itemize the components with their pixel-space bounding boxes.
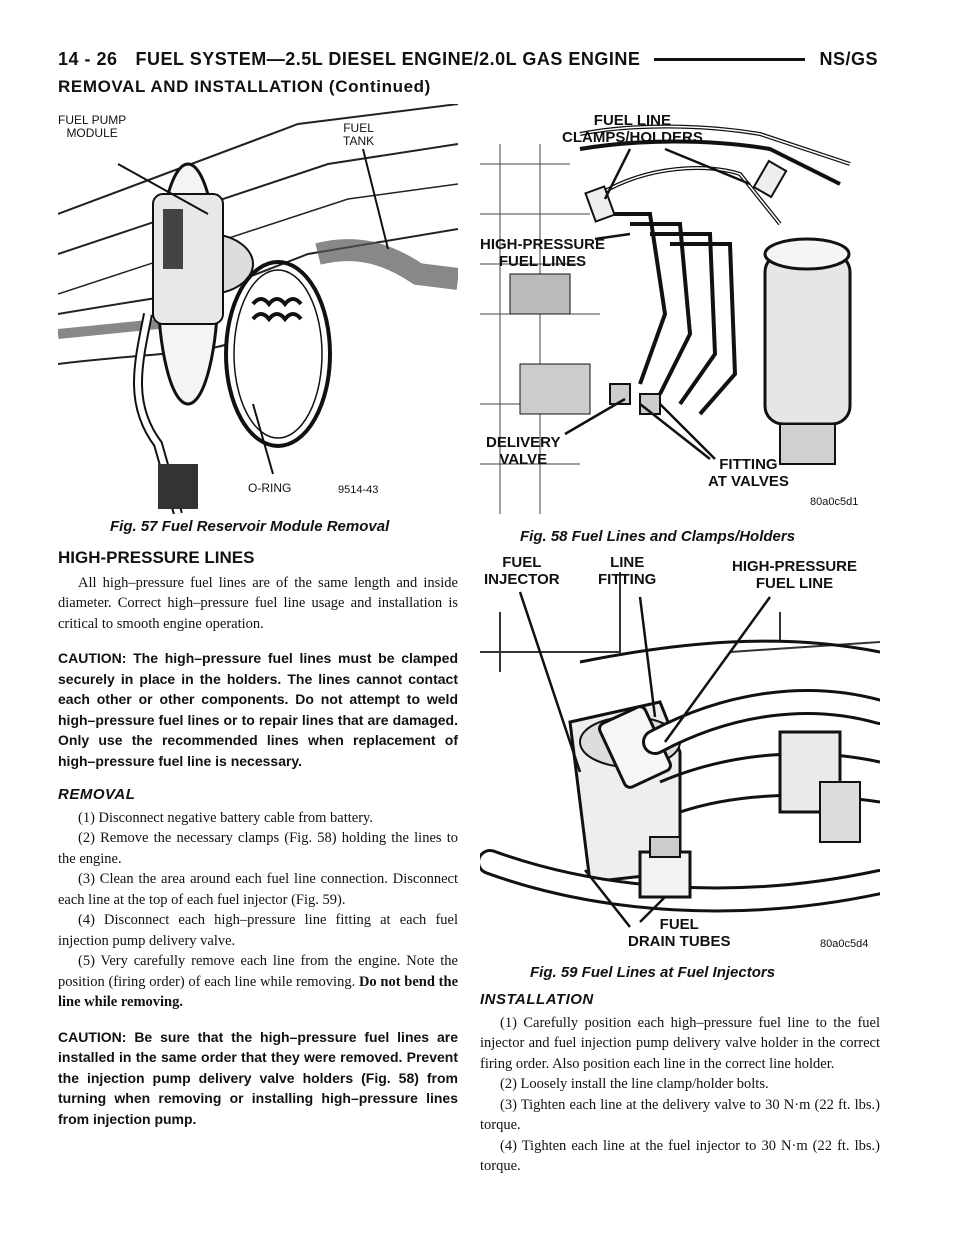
removal-step-5-text: (5) Very carefully remove each line from the engine. Note the position (firing order) of each line while removing. bbox=[58, 953, 458, 990]
label-clamps-holders: FUEL LINE CLAMPS/HOLDERS bbox=[562, 112, 703, 146]
removal-step: (4) Disconnect each high–pressure line fitting at each fuel injection pump delivery valve. bbox=[58, 912, 458, 949]
removal-step: (2) Remove the necessary clamps (Fig. 58) holding the lines to the engine. bbox=[58, 830, 458, 867]
figure-code: 80a0c5d1 bbox=[810, 496, 859, 508]
label-fitting-at-valves: FITTING AT VALVES bbox=[708, 456, 789, 490]
installation-step: (3) Tighten each line at the delivery valve to 30 N·m (22 ft. lbs.) torque. bbox=[480, 1096, 880, 1133]
figure-57 bbox=[58, 104, 458, 514]
left-column bbox=[58, 548, 458, 1135]
label-fuel-pump-module: FUEL PUMP MODULE bbox=[58, 113, 127, 140]
label-hp-fuel-lines: HIGH-PRESSURE FUEL LINES bbox=[480, 236, 606, 270]
header-rule bbox=[654, 58, 805, 61]
installation-heading: INSTALLATION bbox=[480, 991, 594, 1008]
removal-step bbox=[58, 951, 458, 1013]
figure-59-caption: Fig. 59 Fuel Lines at Fuel Injectors bbox=[530, 964, 776, 981]
label-fuel-injector: FUEL INJECTOR bbox=[484, 554, 560, 588]
page-number: 14 - 26 bbox=[58, 48, 118, 69]
installation-step: (4) Tighten each line at the fuel injector to 30 N·m (22 ft. lbs.) torque. bbox=[480, 1137, 880, 1174]
caution-paragraph: CAUTION: The high–pressure fuel lines must be clamped securely in place in the holders. The lines cannot contact each other or other components. Do not attempt to weld high–pressure fuel lines or to repair lines that are damaged. Only use the recommended lines when replacement of high–pressure fuel line is necessary. bbox=[58, 650, 458, 769]
page-header bbox=[58, 44, 878, 74]
figure-58-caption: Fig. 58 Fuel Lines and Clamps/Holders bbox=[520, 528, 796, 545]
label-delivery-valve: DELIVERY VALVE bbox=[486, 434, 561, 468]
label-line-fitting: LINE FITTING bbox=[598, 554, 657, 588]
removal-heading: REMOVAL bbox=[58, 786, 136, 803]
figure-code: 9514-43 bbox=[338, 484, 379, 496]
figure-57-caption: Fig. 57 Fuel Reservoir Module Removal bbox=[110, 518, 390, 535]
label-hp-fuel-line: HIGH-PRESSURE FUEL LINE bbox=[732, 558, 858, 592]
installation-step: (2) Loosely install the line clamp/holder bolts. bbox=[500, 1076, 769, 1092]
installation-step: (1) Carefully position each high–pressure fuel line to the fuel injector and fuel injection pump delivery valve holder in the correct firing order. Also position each line in the correct line holder. bbox=[480, 1014, 880, 1072]
intro-paragraph: All high–pressure fuel lines are of the same length and inside diameter. Correct high–pressure fuel line usage and installation is critical to smooth engine operation. bbox=[58, 574, 458, 632]
label-o-ring: O-RING bbox=[248, 481, 292, 495]
fuel-lines-injectors-illustration bbox=[480, 552, 880, 957]
figure-59 bbox=[480, 552, 880, 957]
section-title: HIGH-PRESSURE LINES bbox=[58, 548, 255, 567]
label-drain-tubes: FUEL DRAIN TUBES bbox=[628, 916, 731, 950]
section-continued-heading: REMOVAL AND INSTALLATION (Continued) bbox=[58, 77, 431, 96]
removal-step: (3) Clean the area around each fuel line connection. Disconnect each line at the top of each fuel injector (Fig. 59). bbox=[58, 871, 458, 908]
model-code: NS/GS bbox=[819, 48, 878, 69]
figure-58 bbox=[480, 104, 880, 514]
label-fuel-tank: FUEL TANK bbox=[343, 121, 375, 148]
figure-code: 80a0c5d4 bbox=[820, 938, 869, 950]
fuel-reservoir-illustration bbox=[58, 104, 458, 514]
caution-paragraph: CAUTION: Be sure that the high–pressure fuel lines are installed in the same order that they were removed. Prevent the injection pump delivery valve holders (Fig. 58) from turning when removing or installing high–pressure lines from injection pump. bbox=[58, 1028, 458, 1127]
removal-step: (1) Disconnect negative battery cable from battery. bbox=[78, 809, 373, 826]
removal-step-5-emphasis: Do not bend the line while removing. bbox=[58, 973, 459, 1010]
chapter-title: FUEL SYSTEM—2.5L DIESEL ENGINE/2.0L GAS ENGINE bbox=[135, 48, 641, 69]
right-column bbox=[480, 990, 880, 1177]
